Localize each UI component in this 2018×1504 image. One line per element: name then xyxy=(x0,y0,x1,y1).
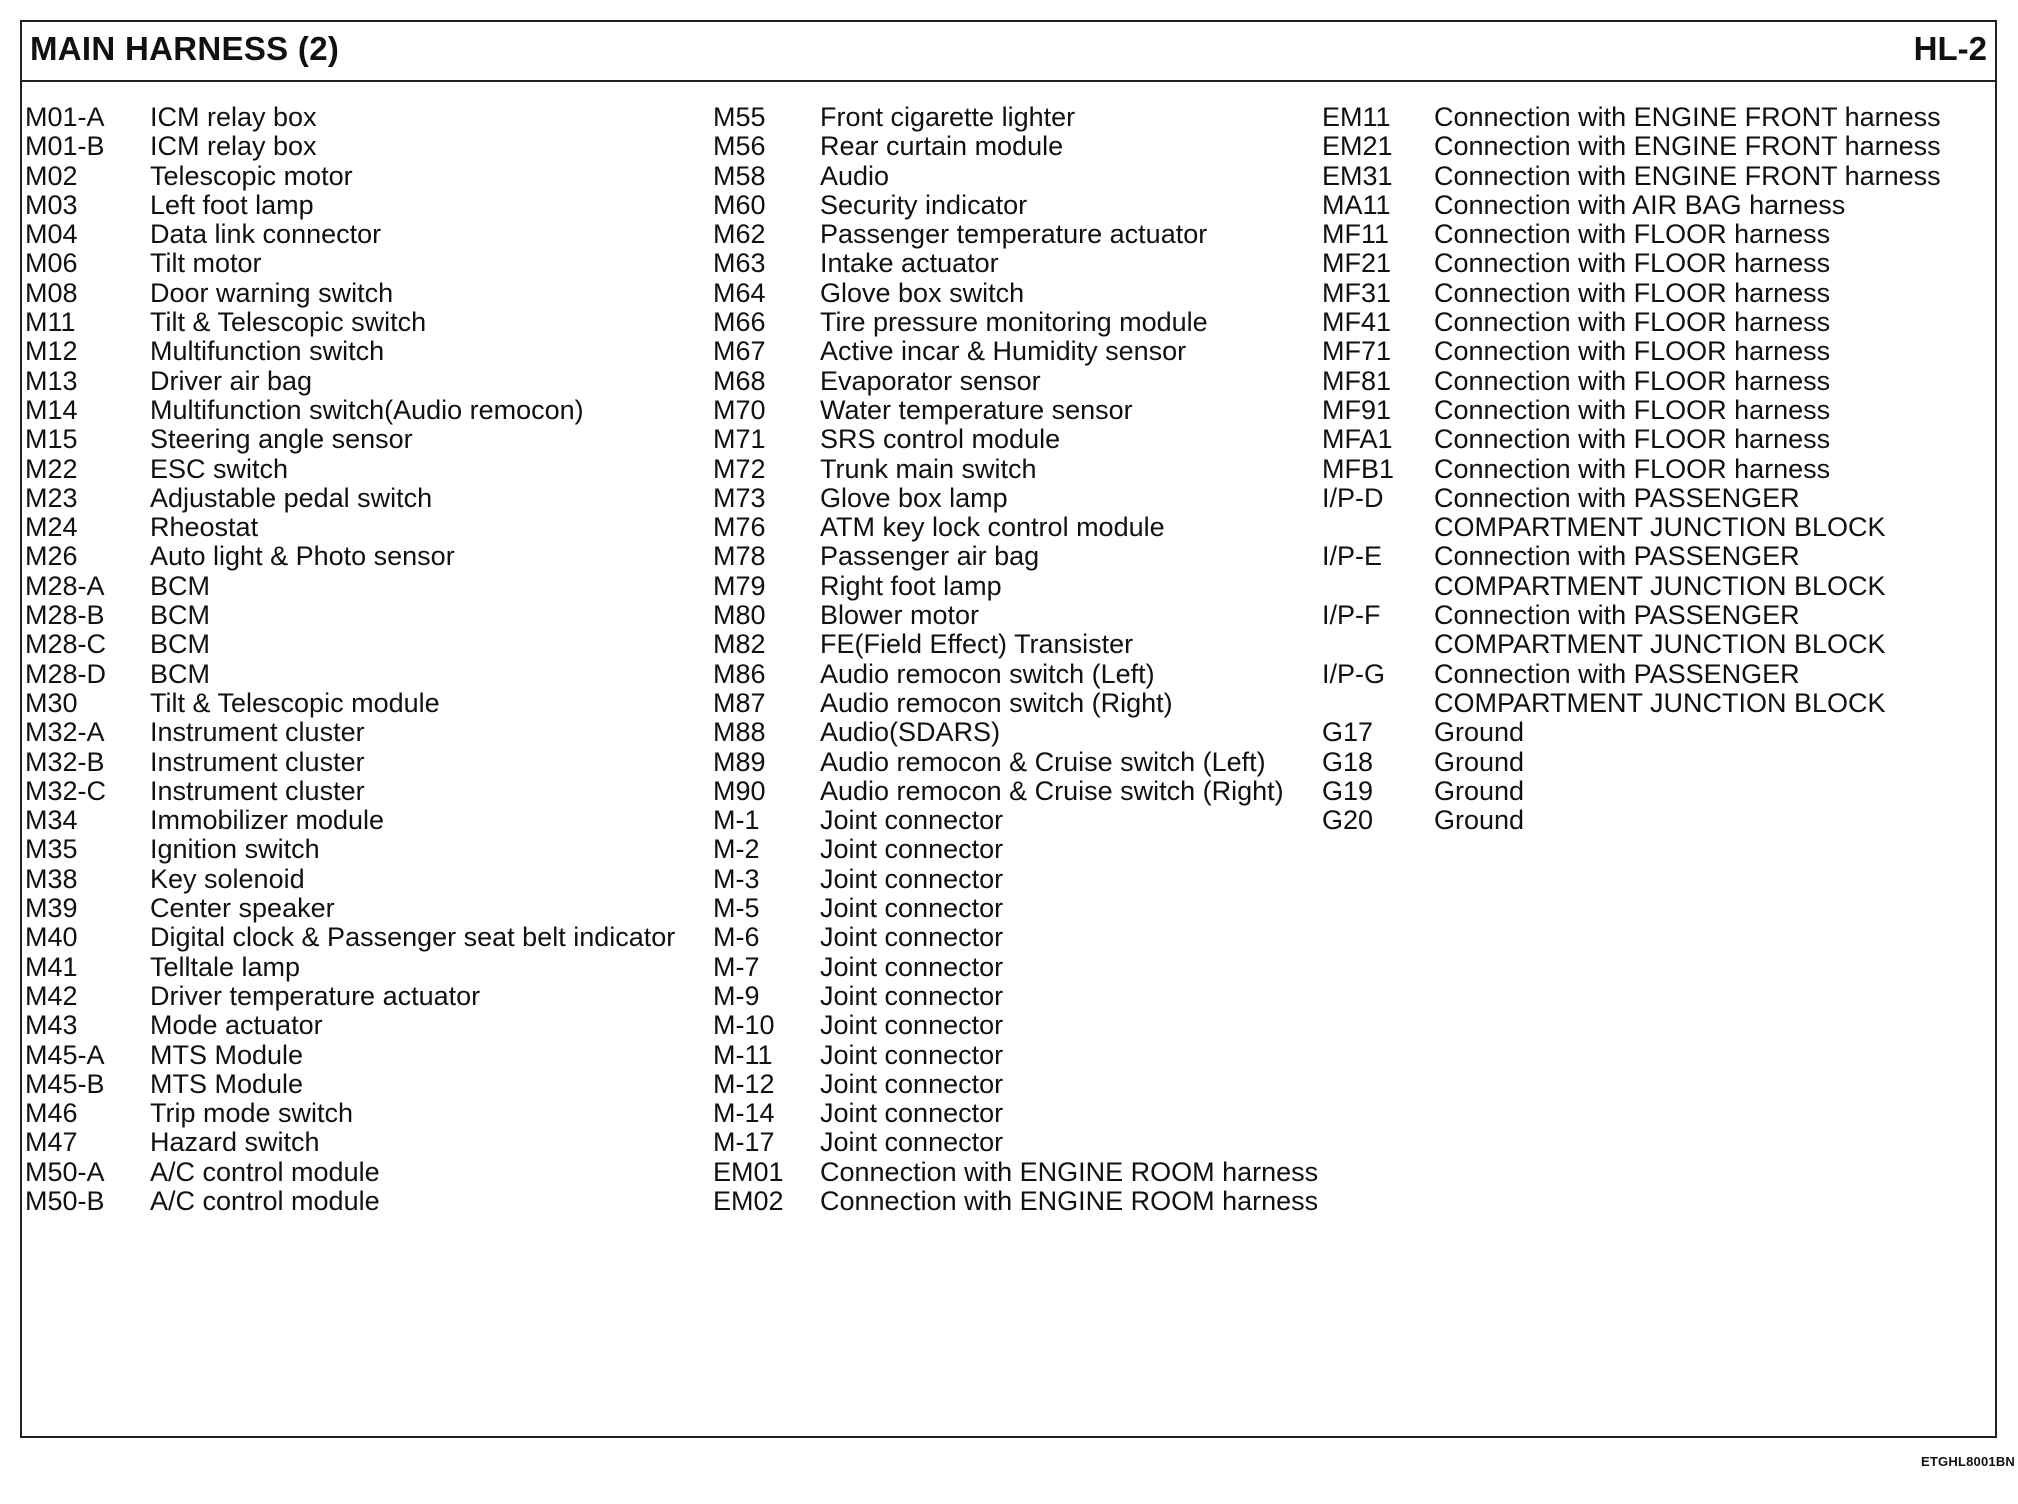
connector-description: Key solenoid xyxy=(150,863,305,894)
connector-description: Hazard switch xyxy=(150,1127,320,1158)
connector-row xyxy=(25,718,675,747)
connector-row xyxy=(1322,484,1941,543)
connector-row xyxy=(713,630,1318,659)
connector-code: MFB1 xyxy=(1322,453,1395,484)
connector-code: M55 xyxy=(713,102,766,132)
connector-description: BCM xyxy=(150,629,210,660)
connector-description: Instrument cluster xyxy=(150,746,365,777)
connector-row xyxy=(25,1099,675,1128)
connector-code: M58 xyxy=(713,160,766,191)
connector-description: Rear curtain module xyxy=(820,131,1064,162)
connector-row xyxy=(25,835,675,864)
connector-code: M60 xyxy=(713,189,766,220)
connector-row xyxy=(1322,718,1941,747)
connector-description: Joint connector xyxy=(820,1068,1004,1099)
connector-description: Instrument cluster xyxy=(150,717,365,748)
connector-code: M-3 xyxy=(713,863,760,894)
connector-code: M87 xyxy=(713,687,766,718)
connector-row xyxy=(1322,191,1941,220)
connector-code: G18 xyxy=(1322,746,1374,777)
connector-row xyxy=(1322,103,1941,132)
connector-row xyxy=(1322,806,1941,835)
connector-description: Joint connector xyxy=(820,834,1004,865)
connector-row xyxy=(25,513,675,542)
connector-code: M13 xyxy=(25,365,78,396)
connector-description: Right foot lamp xyxy=(820,570,1002,601)
connector-description: BCM xyxy=(150,600,210,631)
connector-code: M-2 xyxy=(713,834,760,865)
connector-description: BCM xyxy=(150,658,210,689)
connector-row xyxy=(713,923,1318,952)
connector-description: Tilt & Telescopic switch xyxy=(150,307,427,338)
connector-description: Connection with FLOOR harness xyxy=(1434,277,1831,308)
connector-description: Connection with ENGINE ROOM harness xyxy=(820,1185,1319,1216)
connector-row xyxy=(713,1158,1318,1187)
connector-description: ESC switch xyxy=(150,453,289,484)
connector-code: M64 xyxy=(713,277,766,308)
connector-row xyxy=(713,132,1318,161)
connector-description: Multifunction switch xyxy=(150,336,385,367)
connector-code: EM01 xyxy=(713,1156,784,1187)
connector-code: M70 xyxy=(713,394,766,425)
connector-description: Connection with FLOOR harness xyxy=(1434,307,1831,338)
connector-row xyxy=(25,630,675,659)
connector-description: Digital clock & Passenger seat belt indicator xyxy=(150,922,676,953)
connector-description: Connection with FLOOR harness xyxy=(1434,248,1831,279)
connector-description: MTS Module xyxy=(150,1068,304,1099)
connector-row xyxy=(25,455,675,484)
connector-row xyxy=(713,484,1318,513)
connector-code: EM31 xyxy=(1322,160,1393,191)
connector-description: Joint connector xyxy=(820,922,1004,953)
connector-code: M28-D xyxy=(25,658,107,689)
connector-description: Connection with FLOOR harness xyxy=(1434,453,1831,484)
connector-description: Mode actuator xyxy=(150,1010,323,1041)
connector-code: M35 xyxy=(25,834,78,865)
connector-code: M86 xyxy=(713,658,766,689)
connector-row xyxy=(25,1070,675,1099)
connector-description: Water temperature sensor xyxy=(820,394,1133,425)
connector-code: M43 xyxy=(25,1010,78,1041)
connector-row xyxy=(713,542,1318,571)
connector-row xyxy=(713,103,1318,132)
connector-row xyxy=(713,689,1318,718)
connector-row xyxy=(1322,542,1941,601)
connector-code: EM21 xyxy=(1322,131,1393,162)
connector-row xyxy=(1322,367,1941,396)
connector-code: MF81 xyxy=(1322,365,1392,396)
connector-description: Intake actuator xyxy=(820,248,999,279)
connector-code: M80 xyxy=(713,600,766,631)
connector-row xyxy=(713,455,1318,484)
connector-row xyxy=(1322,660,1941,719)
connector-description: Telescopic motor xyxy=(150,160,353,191)
connector-code: M68 xyxy=(713,365,766,396)
connector-code: MF21 xyxy=(1322,248,1392,279)
connector-code: M45-A xyxy=(25,1039,105,1070)
connector-description: Immobilizer module xyxy=(150,805,385,836)
connector-code: M-14 xyxy=(713,1098,775,1129)
connector-column-3 xyxy=(1322,103,1941,835)
connector-code: M38 xyxy=(25,863,78,894)
connector-description: Audio remocon switch (Right) xyxy=(820,687,1173,718)
connector-description: ICM relay box xyxy=(150,102,317,132)
connector-code: M39 xyxy=(25,893,78,924)
connector-description: Joint connector xyxy=(820,980,1004,1011)
connector-description: ATM key lock control module xyxy=(820,512,1165,543)
connector-code: M72 xyxy=(713,453,766,484)
connector-code: EM02 xyxy=(713,1185,784,1216)
connector-description: Tilt motor xyxy=(150,248,262,279)
connector-code: MA11 xyxy=(1322,189,1391,220)
connector-code: M-6 xyxy=(713,922,760,953)
connector-description: Center speaker xyxy=(150,893,335,924)
connector-row xyxy=(713,835,1318,864)
connector-row xyxy=(25,1128,675,1157)
connector-description: Tilt & Telescopic module xyxy=(150,687,440,718)
connector-code: M24 xyxy=(25,512,78,543)
connector-row xyxy=(713,718,1318,747)
connector-row xyxy=(713,1099,1318,1128)
connector-code: EM11 xyxy=(1322,102,1391,132)
connector-row xyxy=(1322,777,1941,806)
connector-code: M26 xyxy=(25,541,78,572)
connector-code: M04 xyxy=(25,219,78,250)
connector-description: Connection with ENGINE ROOM harness xyxy=(820,1156,1319,1187)
connector-description: Front cigarette lighter xyxy=(820,102,1076,132)
connector-code: M76 xyxy=(713,512,766,543)
connector-row xyxy=(25,660,675,689)
connector-code: MF91 xyxy=(1322,394,1392,425)
connector-code: G17 xyxy=(1322,717,1374,748)
connector-code: M30 xyxy=(25,687,78,718)
connector-description: Audio xyxy=(820,160,890,191)
connector-code: G19 xyxy=(1322,775,1374,806)
connector-description: ICM relay box xyxy=(150,131,317,162)
connector-code: M78 xyxy=(713,541,766,572)
connector-row xyxy=(25,865,675,894)
connector-row xyxy=(713,308,1318,337)
connector-description: A/C control module xyxy=(150,1185,380,1216)
connector-row xyxy=(25,953,675,982)
connector-description: Instrument cluster xyxy=(150,775,365,806)
connector-description: Joint connector xyxy=(820,893,1004,924)
connector-row xyxy=(713,249,1318,278)
connector-description: Auto light & Photo sensor xyxy=(150,541,455,572)
connector-row xyxy=(713,1128,1318,1157)
connector-row xyxy=(25,689,675,718)
connector-description: Connection with PASSENGER COMPARTMENT JUNCTION BLOCK xyxy=(1434,482,1886,543)
connector-row xyxy=(25,191,675,220)
connector-code: M71 xyxy=(713,424,766,455)
connector-row xyxy=(25,1041,675,1070)
connector-column-1 xyxy=(25,103,675,1216)
connector-row xyxy=(1322,220,1941,249)
connector-row xyxy=(25,748,675,777)
connector-code: I/P-D xyxy=(1322,482,1384,513)
connector-row xyxy=(25,484,675,513)
connector-code: M67 xyxy=(713,336,766,367)
connector-row xyxy=(1322,455,1941,484)
connector-code: M-17 xyxy=(713,1127,775,1158)
connector-row xyxy=(713,1070,1318,1099)
connector-code: M01-B xyxy=(25,131,105,162)
connector-code: M22 xyxy=(25,453,78,484)
connector-description: Joint connector xyxy=(820,951,1004,982)
connector-description: Joint connector xyxy=(820,1010,1004,1041)
connector-description: Adjustable pedal switch xyxy=(150,482,433,513)
connector-row xyxy=(1322,337,1941,366)
connector-code: M47 xyxy=(25,1127,78,1158)
connector-row xyxy=(1322,308,1941,337)
connector-row xyxy=(25,308,675,337)
connector-row xyxy=(713,601,1318,630)
connector-code: MF71 xyxy=(1322,336,1392,367)
connector-code: M41 xyxy=(25,951,78,982)
connector-row xyxy=(25,1011,675,1040)
connector-description: Driver air bag xyxy=(150,365,313,396)
connector-description: Audio remocon switch (Left) xyxy=(820,658,1155,689)
connector-row xyxy=(1322,396,1941,425)
connector-code: M01-A xyxy=(25,102,105,132)
connector-description: Connection with ENGINE FRONT harness xyxy=(1434,102,1941,132)
connector-description: Joint connector xyxy=(820,1127,1004,1158)
page-code: HL-2 xyxy=(1913,30,1987,67)
connector-code: M73 xyxy=(713,482,766,513)
connector-description: Audio remocon & Cruise switch (Right) xyxy=(820,775,1284,806)
connector-code: M-7 xyxy=(713,951,760,982)
connector-code: M08 xyxy=(25,277,78,308)
connector-code: M12 xyxy=(25,336,78,367)
connector-row xyxy=(1322,425,1941,454)
connector-column-2 xyxy=(713,103,1318,1216)
connector-row xyxy=(25,132,675,161)
connector-description: Passenger air bag xyxy=(820,541,1040,572)
connector-code: M40 xyxy=(25,922,78,953)
connector-description: Evaporator sensor xyxy=(820,365,1041,396)
connector-code: MF31 xyxy=(1322,277,1392,308)
connector-row xyxy=(713,777,1318,806)
connector-code: M66 xyxy=(713,307,766,338)
connector-row xyxy=(1322,601,1941,660)
connector-description: Multifunction switch(Audio remocon) xyxy=(150,394,584,425)
connector-description: Connection with PASSENGER COMPARTMENT JUNCTION BLOCK xyxy=(1434,658,1886,718)
connector-description: Rheostat xyxy=(150,512,259,543)
connector-code: M63 xyxy=(713,248,766,279)
connector-description: Ground xyxy=(1434,805,1525,836)
connector-row xyxy=(25,279,675,308)
connector-code: MFA1 xyxy=(1322,424,1393,455)
connector-row xyxy=(713,425,1318,454)
connector-description: Tire pressure monitoring module xyxy=(820,307,1208,338)
connector-row xyxy=(25,806,675,835)
connector-row xyxy=(713,220,1318,249)
connector-code: I/P-F xyxy=(1322,600,1381,631)
connector-description: A/C control module xyxy=(150,1156,380,1187)
connector-description: Active incar & Humidity sensor xyxy=(820,336,1187,367)
connector-code: M82 xyxy=(713,629,766,660)
connector-description: Connection with FLOOR harness xyxy=(1434,394,1831,425)
connector-description: Connection with PASSENGER COMPARTMENT JUNCTION BLOCK xyxy=(1434,600,1886,660)
connector-row xyxy=(713,865,1318,894)
connector-row xyxy=(713,1011,1318,1040)
connector-code: M50-B xyxy=(25,1185,105,1216)
connector-row xyxy=(25,601,675,630)
connector-code: M-5 xyxy=(713,893,760,924)
connector-description: BCM xyxy=(150,570,210,601)
connector-description: Audio(SDARS) xyxy=(820,717,1001,748)
connector-code: M-12 xyxy=(713,1068,775,1099)
connector-code: MF41 xyxy=(1322,307,1392,338)
connector-row xyxy=(1322,132,1941,161)
connector-code: M15 xyxy=(25,424,78,455)
connector-row xyxy=(713,337,1318,366)
connector-row xyxy=(25,337,675,366)
connector-code: M89 xyxy=(713,746,766,777)
connector-row xyxy=(25,367,675,396)
connector-code: M62 xyxy=(713,219,766,250)
connector-row xyxy=(713,660,1318,689)
connector-code: M34 xyxy=(25,805,78,836)
connector-code: MF11 xyxy=(1322,219,1390,250)
connector-code: M88 xyxy=(713,717,766,748)
connector-description: Ignition switch xyxy=(150,834,320,865)
connector-description: Left foot lamp xyxy=(150,189,314,220)
connector-description: Blower motor xyxy=(820,600,980,631)
connector-description: Steering angle sensor xyxy=(150,424,413,455)
connector-description: Joint connector xyxy=(820,1098,1004,1129)
connector-code: M-11 xyxy=(713,1039,773,1070)
connector-code: M46 xyxy=(25,1098,78,1129)
connector-description: SRS control module xyxy=(820,424,1061,455)
connector-row xyxy=(25,923,675,952)
connector-code: M28-A xyxy=(25,570,105,601)
connector-row xyxy=(713,806,1318,835)
connector-description: Connection with FLOOR harness xyxy=(1434,219,1831,250)
connector-row xyxy=(713,191,1318,220)
connector-code: M14 xyxy=(25,394,78,425)
connector-description: Joint connector xyxy=(820,863,1004,894)
connector-code: M11 xyxy=(25,307,76,338)
connector-code: I/P-E xyxy=(1322,541,1383,572)
connector-code: M79 xyxy=(713,570,766,601)
connector-description: Connection with AIR BAG harness xyxy=(1434,189,1846,220)
connector-row xyxy=(1322,249,1941,278)
connector-row xyxy=(713,894,1318,923)
connector-row xyxy=(713,1041,1318,1070)
connector-code: M28-C xyxy=(25,629,107,660)
connector-row xyxy=(25,777,675,806)
connector-description: Glove box lamp xyxy=(820,482,1008,513)
connector-description: Connection with ENGINE FRONT harness xyxy=(1434,131,1941,162)
connector-description: Connection with FLOOR harness xyxy=(1434,424,1831,455)
connector-code: M32-A xyxy=(25,717,105,748)
connector-row xyxy=(25,1158,675,1187)
connector-code: M32-C xyxy=(25,775,107,806)
connector-row xyxy=(713,1187,1318,1216)
connector-row xyxy=(25,982,675,1011)
connector-row xyxy=(713,279,1318,308)
page-title: MAIN HARNESS (2) xyxy=(30,30,340,67)
connector-description: Data link connector xyxy=(150,219,382,250)
connector-row xyxy=(25,249,675,278)
connector-description: Glove box switch xyxy=(820,277,1025,308)
connector-code: M23 xyxy=(25,482,78,513)
connector-row xyxy=(25,894,675,923)
connector-description: Trip mode switch xyxy=(150,1098,354,1129)
connector-code: M-10 xyxy=(713,1010,775,1041)
connector-row xyxy=(713,953,1318,982)
connector-row xyxy=(25,425,675,454)
connector-code: G20 xyxy=(1322,805,1374,836)
connector-description: Joint connector xyxy=(820,1039,1004,1070)
connector-row xyxy=(25,220,675,249)
connector-code: M-9 xyxy=(713,980,760,1011)
connector-description: Audio remocon & Cruise switch (Left) xyxy=(820,746,1266,777)
connector-row xyxy=(713,748,1318,777)
connector-code: M06 xyxy=(25,248,78,279)
connector-row xyxy=(713,513,1318,542)
connector-description: Connection with FLOOR harness xyxy=(1434,336,1831,367)
connector-description: Connection with PASSENGER COMPARTMENT JUNCTION BLOCK xyxy=(1434,541,1886,601)
connector-description: Security indicator xyxy=(820,189,1028,220)
connector-code: M42 xyxy=(25,980,78,1011)
connector-description: Ground xyxy=(1434,775,1525,806)
connector-row xyxy=(25,542,675,571)
connector-description: Trunk main switch xyxy=(820,453,1037,484)
figure-code: ETGHL8001BN xyxy=(1921,1454,2015,1469)
connector-code: M03 xyxy=(25,189,78,220)
connector-description: Connection with FLOOR harness xyxy=(1434,365,1831,396)
connector-row xyxy=(1322,279,1941,308)
connector-code: M28-B xyxy=(25,600,105,631)
connector-row xyxy=(713,982,1318,1011)
page-header xyxy=(22,22,1995,82)
connector-description: Passenger temperature actuator xyxy=(820,219,1208,250)
connector-row xyxy=(713,396,1318,425)
connector-code: I/P-G xyxy=(1322,658,1386,689)
connector-code: M50-A xyxy=(25,1156,105,1187)
connector-description: Ground xyxy=(1434,746,1525,777)
connector-description: MTS Module xyxy=(150,1039,304,1070)
connector-code: M56 xyxy=(713,131,766,162)
connector-row xyxy=(25,1187,675,1216)
connector-row xyxy=(25,162,675,191)
connector-description: FE(Field Effect) Transister xyxy=(820,629,1134,660)
connector-code: M-1 xyxy=(713,805,760,836)
connector-row xyxy=(713,572,1318,601)
connector-row xyxy=(25,572,675,601)
connector-row xyxy=(1322,162,1941,191)
connector-row xyxy=(25,396,675,425)
connector-row xyxy=(713,162,1318,191)
connector-code: M45-B xyxy=(25,1068,105,1099)
connector-code: M02 xyxy=(25,160,78,191)
connector-row xyxy=(25,103,675,132)
connector-description: Telltale lamp xyxy=(150,951,301,982)
connector-row xyxy=(1322,748,1941,777)
connector-description: Door warning switch xyxy=(150,277,394,308)
connector-code: M32-B xyxy=(25,746,105,777)
connector-description: Joint connector xyxy=(820,805,1004,836)
connector-description: Ground xyxy=(1434,717,1525,748)
connector-description: Driver temperature actuator xyxy=(150,980,481,1011)
connector-row xyxy=(713,367,1318,396)
connector-description: Connection with ENGINE FRONT harness xyxy=(1434,160,1941,191)
connector-code: M90 xyxy=(713,775,766,806)
